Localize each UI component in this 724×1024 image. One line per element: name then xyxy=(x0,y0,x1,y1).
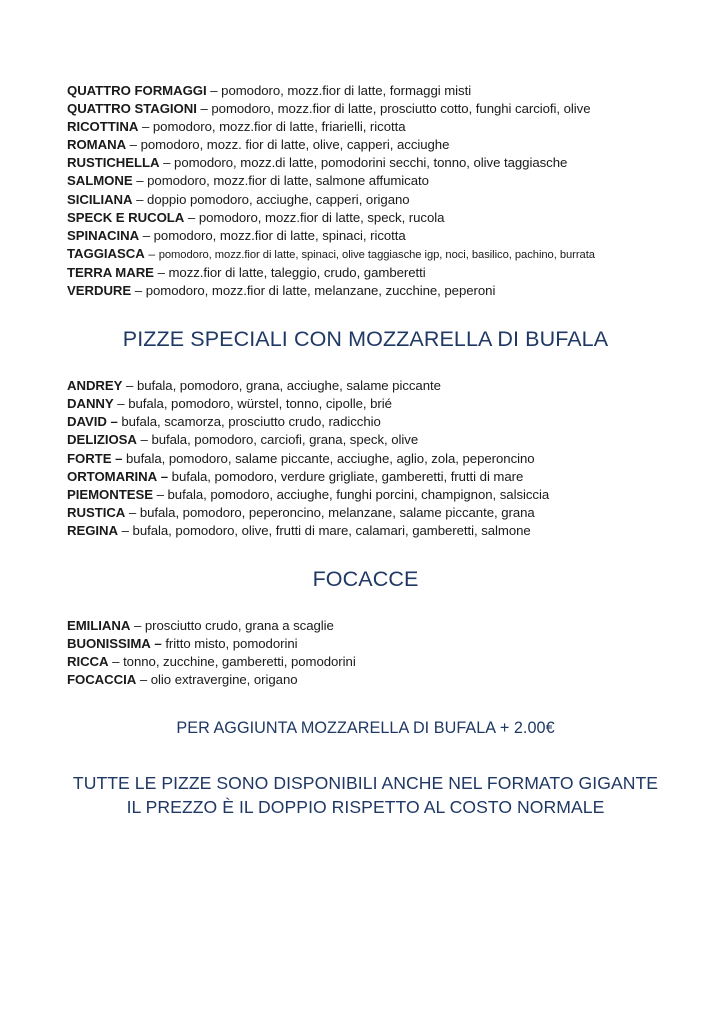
menu-item-dash: – xyxy=(134,283,143,299)
menu-item-dash: – xyxy=(136,173,144,189)
menu-item-description: pomodoro, mozz.fior di latte, prosciutto cotto, funghi carciofi, olive xyxy=(211,101,591,117)
menu-item-dash: – xyxy=(163,155,171,171)
menu-item-name: FORTE xyxy=(67,450,112,466)
menu-item-description: pomodoro, mozz.fior di latte, spinaci, olive taggiasche igp, noci, basilico, pachino, burrata xyxy=(158,248,595,261)
menu-item-dash: – xyxy=(148,246,156,261)
menu-item xyxy=(67,209,664,227)
menu-item-dash: – xyxy=(117,396,125,412)
menu-item-name: TERRA MARE xyxy=(67,264,154,280)
menu-item-name: EMILIANA xyxy=(67,617,131,633)
menu-item-dash: – xyxy=(142,227,151,243)
menu-item-name: SPINACINA xyxy=(67,227,140,243)
menu-item xyxy=(67,617,664,635)
menu-item-description: pomodoro, mozz.fior di latte, speck, rucola xyxy=(198,209,445,225)
menu-item xyxy=(67,395,664,413)
menu-item-name: ANDREY xyxy=(67,378,123,394)
menu-item xyxy=(67,377,664,395)
menu-item xyxy=(67,118,664,136)
menu-item-dash: – xyxy=(126,378,134,394)
menu-item-dash: – xyxy=(115,450,123,466)
menu-item-dash: – xyxy=(141,119,150,135)
menu-item-description: prosciutto crudo, grana a scaglie xyxy=(144,617,334,633)
menu-item-dash: – xyxy=(110,414,118,430)
spacer xyxy=(67,540,664,567)
menu-item-description: olio extravergine, origano xyxy=(150,672,298,688)
menu-item-name: VERDURE xyxy=(67,283,132,299)
menu-item xyxy=(67,154,664,172)
menu-item-dash: – xyxy=(157,264,165,280)
menu-item xyxy=(67,172,664,190)
menu-item-name: RICCA xyxy=(67,654,109,670)
note-giant-format-line-1: TUTTE LE PIZZE SONO DISPONIBILI ANCHE NEL FORMATO GIGANTE xyxy=(72,773,659,794)
spacer xyxy=(67,592,664,617)
menu-item-description: bufala, pomodoro, carciofi, grana, speck, olive xyxy=(151,432,419,448)
menu-item xyxy=(67,413,664,431)
menu-item xyxy=(67,522,664,540)
menu-item xyxy=(67,245,664,264)
menu-item-dash: – xyxy=(129,137,137,153)
menu-item-dash: – xyxy=(160,468,169,484)
menu-item xyxy=(67,82,664,100)
menu-item-dash: – xyxy=(210,83,218,98)
menu-item-name: RUSTICA xyxy=(67,504,126,520)
focacce-list xyxy=(67,617,664,689)
menu-item-description: bufala, pomodoro, acciughe, funghi porcini, champignon, salsiccia xyxy=(167,486,550,502)
menu-item-description: pomodoro, mozz.fior di latte, friarielli, ricotta xyxy=(152,119,406,135)
section-heading-focacce: FOCACCE xyxy=(312,566,419,591)
menu-item-name: DAVID xyxy=(67,414,107,430)
menu-item-description: pomodoro, mozz.fior di latte, formaggi misti xyxy=(221,83,472,98)
menu-item xyxy=(67,227,664,245)
menu-item-description: bufala, scamorza, prosciutto crudo, radicchio xyxy=(121,414,381,430)
menu-item-description: doppio pomodoro, acciughe, capperi, origano xyxy=(147,191,410,207)
menu-item-dash: – xyxy=(154,636,162,652)
pizza-list-classic xyxy=(67,82,664,300)
menu-item xyxy=(67,468,664,486)
menu-item-description: mozz.fior di latte, taleggio, crudo, gamberetti xyxy=(168,264,426,280)
menu-item-dash: – xyxy=(136,191,144,207)
menu-item-name: BUONISSIMA xyxy=(67,636,151,652)
menu-item-description: bufala, pomodoro, würstel, tonno, cipolle, brié xyxy=(128,396,392,412)
menu-item xyxy=(67,653,664,671)
menu-item-name: ROMANA xyxy=(67,137,127,153)
menu-item-description: pomodoro, mozz.fior di latte, salmone affumicato xyxy=(147,173,429,189)
menu-item-description: fritto misto, pomodorini xyxy=(165,636,298,652)
menu-item xyxy=(67,504,664,522)
menu-item-name: SICILIANA xyxy=(67,191,133,207)
note-giant-format-line-2: IL PREZZO È IL DOPPIO RISPETTO AL COSTO NORMALE xyxy=(126,797,605,818)
menu-item-name: SPECK E RUCOLA xyxy=(67,209,185,225)
menu-item-dash: – xyxy=(121,522,129,538)
menu-item-description: pomodoro, mozz. fior di latte, olive, capperi, acciughe xyxy=(140,137,450,153)
spacer xyxy=(67,352,664,377)
menu-item xyxy=(67,450,664,468)
menu-item xyxy=(67,191,664,209)
spacer xyxy=(67,300,664,327)
menu-item xyxy=(67,635,664,653)
menu-item-description: pomodoro, mozz.fior di latte, melanzane, zucchine, peperoni xyxy=(145,283,496,299)
menu-item-description: pomodoro, mozz.fior di latte, spinaci, ricotta xyxy=(153,227,406,243)
menu-item-dash: – xyxy=(128,504,137,520)
menu-item-description: pomodoro, mozz.di latte, pomodorini secchi, tonno, olive taggiasche xyxy=(174,155,568,171)
menu-item-description: bufala, pomodoro, olive, frutti di mare, calamari, gamberetti, salmone xyxy=(132,522,531,538)
menu-item-name: ORTOMARINA xyxy=(67,468,158,484)
menu-item xyxy=(67,282,664,300)
menu-item-dash: – xyxy=(139,672,148,688)
menu-item-description: bufala, pomodoro, verdure grigliate, gamberetti, frutti di mare xyxy=(171,468,524,484)
menu-item xyxy=(67,486,664,504)
menu-item-dash: – xyxy=(200,101,208,117)
menu-item-dash: – xyxy=(140,432,148,448)
spacer xyxy=(67,689,664,719)
menu-item-dash: – xyxy=(187,209,196,225)
menu-item-description: bufala, pomodoro, peperoncino, melanzane, salame piccante, grana xyxy=(139,504,535,520)
spacer xyxy=(67,738,664,771)
menu-item xyxy=(67,264,664,282)
menu-item-description: bufala, pomodoro, grana, acciughe, salame piccante xyxy=(136,378,441,394)
menu-item-name: TAGGIASCA xyxy=(67,245,145,261)
pizza-list-bufala xyxy=(67,377,664,540)
menu-item xyxy=(67,100,664,118)
menu-item-description: bufala, pomodoro, salame piccante, acciughe, aglio, zola, peperoncino xyxy=(126,450,535,466)
note-bufala-supplement: PER AGGIUNTA MOZZARELLA DI BUFALA + 2.00€ xyxy=(176,719,555,738)
menu-item-name: QUATTRO FORMAGGI xyxy=(67,83,207,98)
menu-item xyxy=(67,431,664,449)
menu-item-description: tonno, zucchine, gamberetti, pomodorini xyxy=(123,654,356,670)
menu-item xyxy=(67,671,664,689)
menu-item-dash: – xyxy=(156,486,164,502)
menu-item-name: SALMONE xyxy=(67,173,133,189)
menu-item-name: RUSTICHELLA xyxy=(67,155,160,171)
menu-item xyxy=(67,136,664,154)
section-heading-pizze-speciali-bufala: PIZZE SPECIALI CON MOZZARELLA DI BUFALA xyxy=(122,327,609,352)
menu-item-name: RICOTTINA xyxy=(67,119,139,135)
menu-item-dash: – xyxy=(133,617,142,633)
menu-item-name: QUATTRO STAGIONI xyxy=(67,101,197,117)
menu-item-name: FOCACCIA xyxy=(67,672,137,688)
menu-item-name: REGINA xyxy=(67,522,118,538)
note-giant-format xyxy=(67,771,664,819)
menu-item-name: PIEMONTESE xyxy=(67,486,153,502)
menu-item-name: DELIZIOSA xyxy=(67,432,137,448)
menu-item-dash: – xyxy=(112,654,120,670)
menu-item-name: DANNY xyxy=(67,396,114,412)
